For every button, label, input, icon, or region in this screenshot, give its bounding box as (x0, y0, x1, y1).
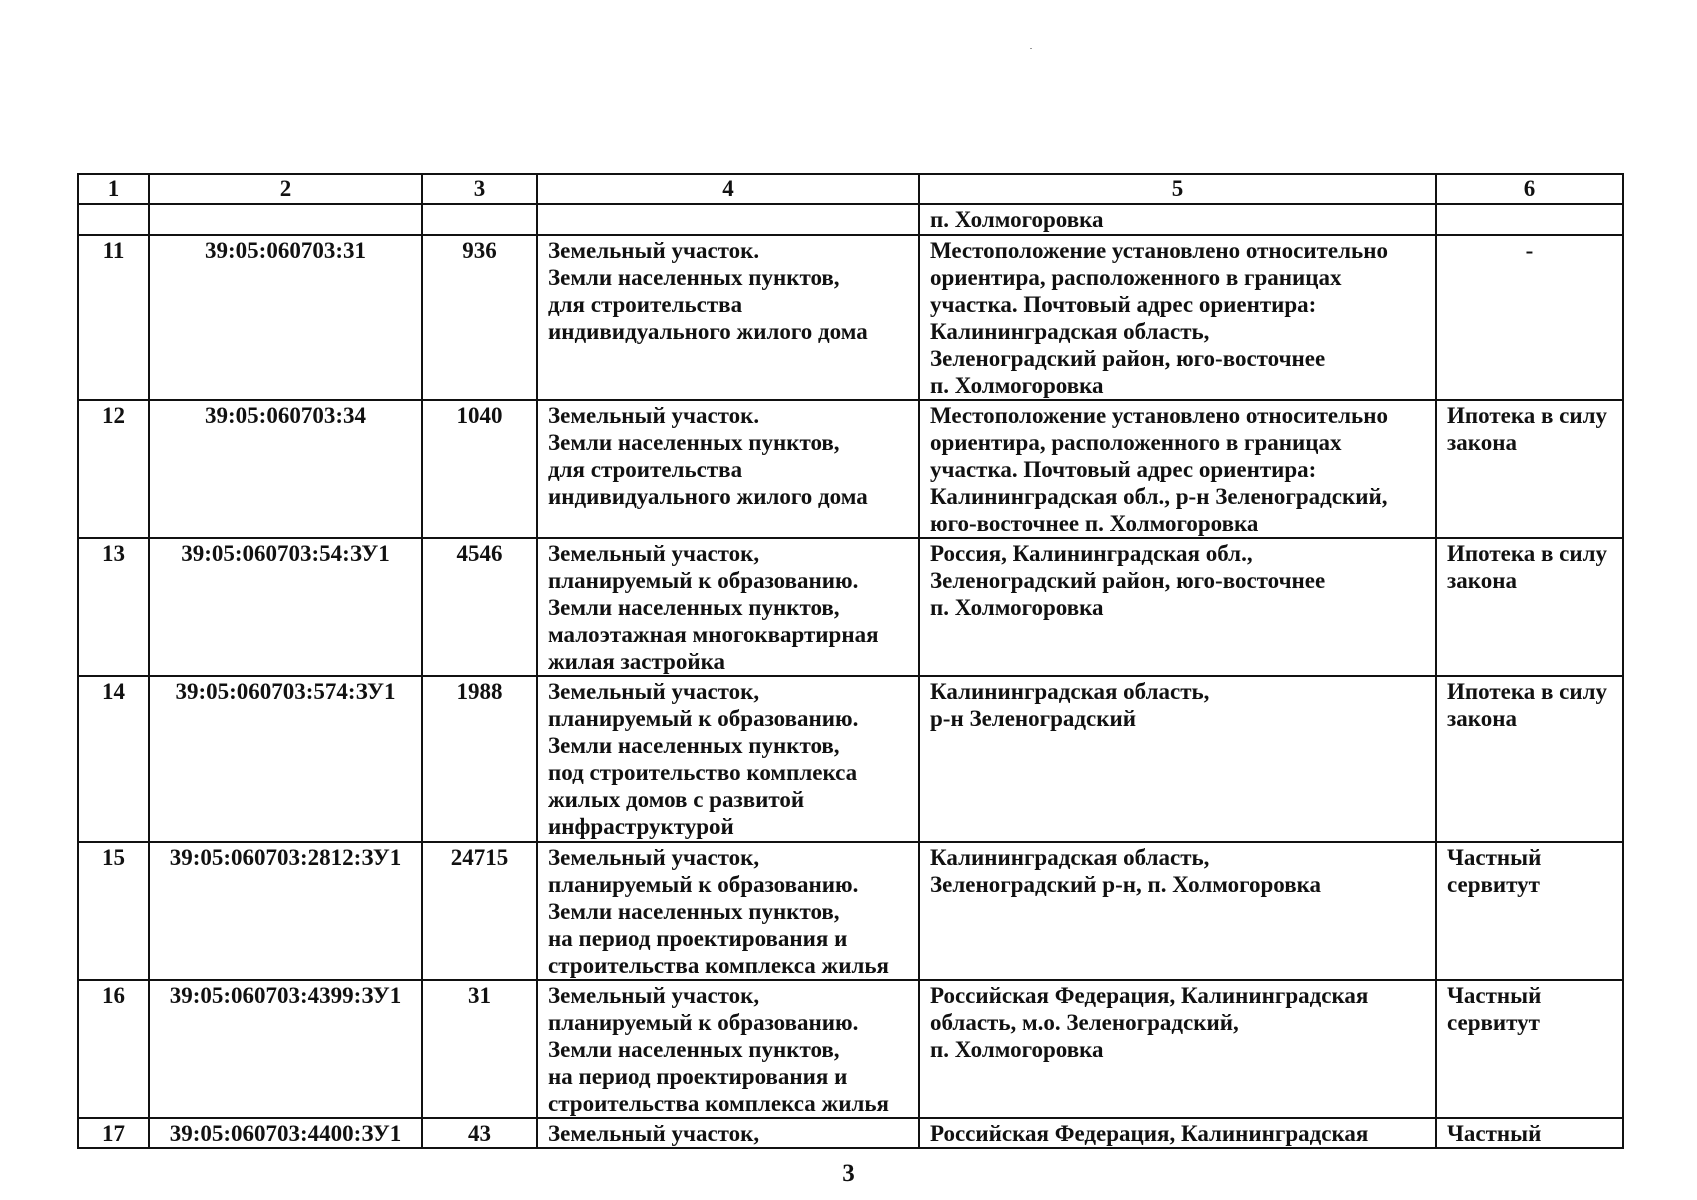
plot-area: 1040 (422, 400, 537, 538)
plot-location: п. Холмогоровка (919, 204, 1436, 235)
table-row (78, 204, 1623, 235)
plot-location: Калининградская область, р-н Зеленоградский (919, 676, 1436, 842)
plot-location: Российская Федерация, Калининградская (919, 1118, 1436, 1148)
row-number (78, 204, 149, 235)
column-header-4: 4 (537, 174, 919, 204)
plot-area: 24715 (422, 842, 537, 980)
table-row (78, 676, 1623, 842)
row-number: 11 (78, 235, 149, 400)
plot-encumbrance (1436, 204, 1623, 235)
row-number: 17 (78, 1118, 149, 1148)
table-row (78, 842, 1623, 980)
plot-description: Земельный участок, планируемый к образованию. Земли населенных пунктов, малоэтажная многоквартирная жилая застройка (537, 538, 919, 676)
cadastral-number: 39:05:060703:34 (149, 400, 422, 538)
cadastral-number: 39:05:060703:4399:ЗУ1 (149, 980, 422, 1118)
table-row (78, 235, 1623, 400)
table-row (78, 400, 1623, 538)
table-row (78, 1118, 1623, 1148)
row-number: 16 (78, 980, 149, 1118)
plot-encumbrance: Ипотека в силу закона (1436, 676, 1623, 842)
row-number: 15 (78, 842, 149, 980)
land-plots-table (77, 173, 1624, 1149)
plot-encumbrance: Частный (1436, 1118, 1623, 1148)
plot-area: 43 (422, 1118, 537, 1148)
plot-area: 1988 (422, 676, 537, 842)
column-header-3: 3 (422, 174, 537, 204)
cadastral-number: 39:05:060703:4400:ЗУ1 (149, 1118, 422, 1148)
cadastral-number: 39:05:060703:2812:ЗУ1 (149, 842, 422, 980)
table-row (78, 538, 1623, 676)
table-row (78, 980, 1623, 1118)
plot-description: Земельный участок. Земли населенных пунктов, для строительства индивидуального жилого дома (537, 235, 919, 400)
plot-encumbrance: - (1436, 235, 1623, 400)
plot-area: 4546 (422, 538, 537, 676)
plot-location: Калининградская область, Зеленоградский р-н, п. Холмогоровка (919, 842, 1436, 980)
plot-description (537, 204, 919, 235)
plot-location: Местоположение установлено относительно ориентира, расположенного в границах участка. Почтовый адрес ориентира: Калининградская область, Зеленоградский район, юго-восточнее п. Холмогоровка (919, 235, 1436, 400)
row-number: 12 (78, 400, 149, 538)
plot-description: Земельный участок, планируемый к образованию. Земли населенных пунктов, на период проектирования и строительства комплекса жилья (537, 842, 919, 980)
cadastral-number (149, 204, 422, 235)
cadastral-number: 39:05:060703:54:ЗУ1 (149, 538, 422, 676)
plot-area (422, 204, 537, 235)
column-header-2: 2 (149, 174, 422, 204)
plot-description: Земельный участок, планируемый к образованию. Земли населенных пунктов, на период проектирования и строительства комплекса жилья (537, 980, 919, 1118)
column-number-row (78, 174, 1623, 204)
plot-area: 31 (422, 980, 537, 1118)
row-number: 13 (78, 538, 149, 676)
plot-encumbrance: Частный сервитут (1436, 980, 1623, 1118)
row-number: 14 (78, 676, 149, 842)
cadastral-number: 39:05:060703:31 (149, 235, 422, 400)
plot-encumbrance: Частный сервитут (1436, 842, 1623, 980)
column-header-6: 6 (1436, 174, 1623, 204)
cadastral-number: 39:05:060703:574:ЗУ1 (149, 676, 422, 842)
plot-area: 936 (422, 235, 537, 400)
plot-description: Земельный участок. Земли населенных пунктов, для строительства индивидуального жилого дома (537, 400, 919, 538)
page-number: 3 (842, 1160, 855, 1187)
column-header-1: 1 (78, 174, 149, 204)
plot-location: Местоположение установлено относительно ориентира, расположенного в границах участка. Почтовый адрес ориентира: Калининградская обл., р-н Зеленоградский, юго-восточнее п. Холмогоровка (919, 400, 1436, 538)
plot-description: Земельный участок, (537, 1118, 919, 1148)
plot-encumbrance: Ипотека в силу закона (1436, 538, 1623, 676)
column-header-5: 5 (919, 174, 1436, 204)
plot-location: Российская Федерация, Калининградская область, м.о. Зеленоградский, п. Холмогоровка (919, 980, 1436, 1118)
plot-location: Россия, Калининградская обл., Зеленоградский район, юго-восточнее п. Холмогоровка (919, 538, 1436, 676)
plot-description: Земельный участок, планируемый к образованию. Земли населенных пунктов, под строительство комплекса жилых домов с развитой инфраструктурой (537, 676, 919, 842)
scan-speck (1030, 48, 1032, 49)
plot-encumbrance: Ипотека в силу закона (1436, 400, 1623, 538)
